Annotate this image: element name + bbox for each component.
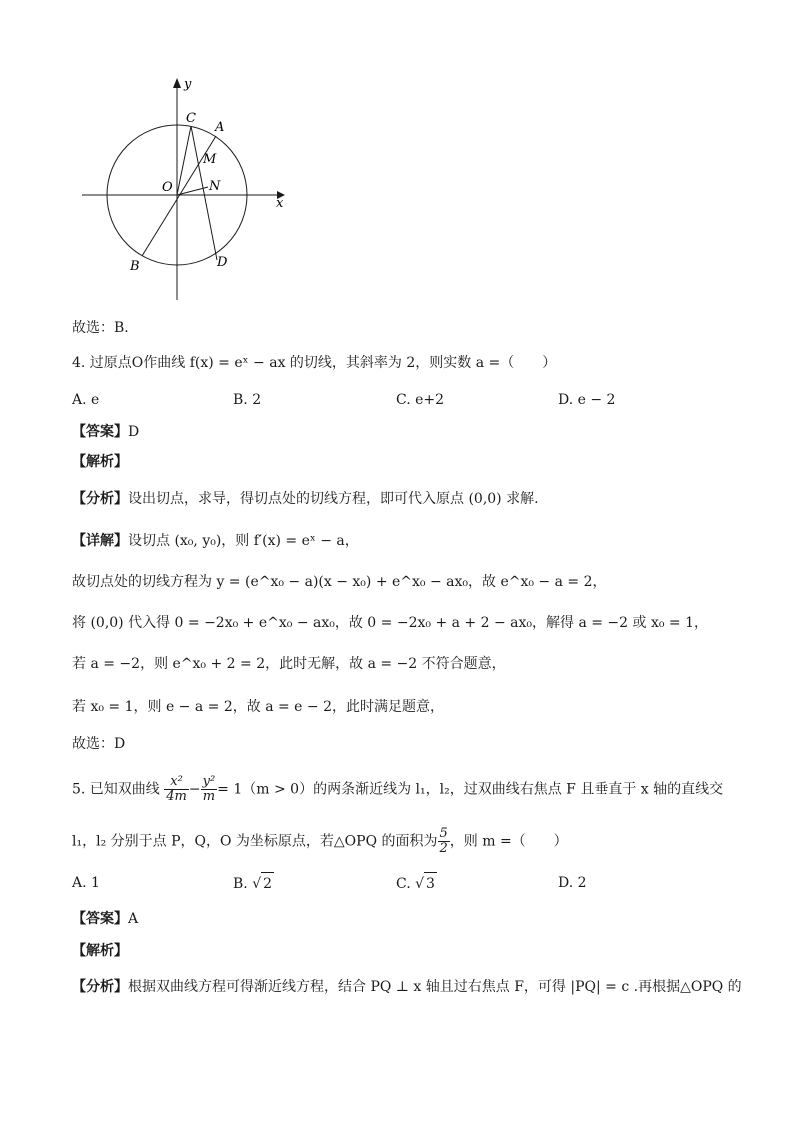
label-O: O bbox=[162, 180, 173, 195]
q4-option-b: B. 2 bbox=[233, 392, 262, 408]
label-M: M bbox=[203, 152, 217, 167]
q4-detail-line-4: 若 a = −2，则 e^x₀ + 2 = 2，此时无解，故 a = −2 不符合题意， bbox=[72, 656, 506, 672]
q4-detail-line-3: 将 (0,0) 代入得 0 = −2x₀ + e^x₀ − ax₀，故 0 = −2x₀ + a + 2 − ax₀，解得 a = −2 或 x₀ = 1， bbox=[72, 615, 709, 631]
q5-frac-y bbox=[201, 775, 218, 804]
segment-OC bbox=[177, 126, 191, 195]
q4-fenxi: 设出切点，求导，得切点处的切线方程，即可代入原点 (0,0) 求解. bbox=[128, 491, 539, 507]
q5-analysis-tag bbox=[72, 940, 128, 962]
q5-frac-x-den: 4m bbox=[166, 789, 187, 804]
q3-conclusion: 故选：B. bbox=[72, 320, 129, 336]
q5-analysis-label: 【解析】 bbox=[72, 943, 128, 959]
label-A: A bbox=[215, 120, 225, 135]
q4-stem: 4. 过原点O作曲线 f(x) = eˣ − ax 的切线，其斜率为 2，则实数 a =（ ） bbox=[72, 355, 557, 371]
q5-stem-2b: ，则 m =（ ） bbox=[449, 833, 568, 850]
q5-answer: A bbox=[128, 911, 139, 927]
q5-option-c-prefix: C. bbox=[396, 876, 411, 892]
q5-frac-area bbox=[438, 827, 450, 856]
q5-stem-line-2 bbox=[72, 827, 568, 856]
y-axis-arrow bbox=[173, 78, 181, 88]
q4-fenxi-tag: 【分析】 bbox=[72, 491, 128, 507]
q5-frac-x-num: x² bbox=[164, 775, 189, 790]
label-D: D bbox=[217, 255, 228, 270]
q4-detail-1: 设切点 (x₀, y₀)，则 f′(x) = eˣ − a， bbox=[128, 533, 359, 549]
q4-answer-tag: 【答案】 bbox=[72, 424, 128, 440]
q5-option-d: D. 2 bbox=[558, 875, 587, 891]
q4-detail-line-1 bbox=[72, 530, 359, 552]
q5-option-b-prefix: B. bbox=[233, 876, 248, 892]
q5-frac-area-num: 5 bbox=[439, 826, 448, 841]
q5-answer-line bbox=[72, 908, 138, 930]
q5-fenxi-tag: 【分析】 bbox=[72, 979, 128, 995]
q4-analysis-label: 【解析】 bbox=[72, 454, 128, 470]
q5-frac-y-den: m bbox=[202, 789, 216, 804]
circle-diagram bbox=[72, 70, 302, 310]
q5-fenxi-line bbox=[72, 976, 742, 998]
q5-option-c: C. √ 3 bbox=[396, 872, 437, 895]
label-C: C bbox=[186, 111, 196, 126]
q4-analysis-tag bbox=[72, 451, 128, 473]
label-B: B bbox=[130, 259, 140, 274]
q5-frac-x bbox=[164, 775, 189, 804]
q5-stem-1b: = 1（m > 0）的两条渐近线为 l₁，l₂，过双曲线右焦点 F 且垂直于 x 轴的直线交 bbox=[217, 781, 724, 798]
q5-minus: − bbox=[188, 781, 201, 798]
q4-fenxi-line bbox=[72, 488, 539, 510]
q5-frac-area-den: 2 bbox=[439, 841, 448, 856]
q5-option-c-rad: 3 bbox=[424, 872, 437, 895]
q5-stem-line-1 bbox=[72, 775, 723, 804]
q5-option-b: B. √ 2 bbox=[233, 872, 274, 895]
q5-option-b-rad: 2 bbox=[261, 872, 274, 895]
q4-conclusion: 故选：D bbox=[72, 736, 126, 752]
q5-frac-y-num: y² bbox=[202, 774, 216, 789]
label-x: x bbox=[276, 196, 284, 211]
label-N: N bbox=[209, 179, 221, 194]
q4-option-c: C. e+2 bbox=[396, 392, 445, 408]
q4-detail-line-2: 故切点处的切线方程为 y = (e^x₀ − a)(x − x₀) + e^x₀ − ax₀，故 e^x₀ − a = 2， bbox=[72, 574, 607, 590]
q5-answer-tag: 【答案】 bbox=[72, 911, 128, 927]
q4-answer-line bbox=[72, 421, 139, 443]
q4-option-a: A. e bbox=[72, 392, 100, 408]
q5-fenxi: 根据双曲线方程可得渐近线方程，结合 PQ ⊥ x 轴且过右焦点 F，可得 |PQ| = c .再根据△OPQ 的 bbox=[128, 979, 742, 995]
q5-stem-1a: 5. 已知双曲线 bbox=[72, 781, 160, 798]
q4-option-d: D. e − 2 bbox=[558, 392, 616, 408]
q5-stem-2a: l₁，l₂ 分别于点 P，Q，O 为坐标原点，若△OPQ 的面积为 bbox=[72, 833, 438, 850]
q4-detail-tag: 【详解】 bbox=[72, 533, 128, 549]
q4-detail-line-5: 若 x₀ = 1，则 e − a = 2，故 a = e − 2，此时满足题意， bbox=[72, 699, 444, 715]
q4-answer: D bbox=[128, 424, 140, 440]
q5-option-a: A. 1 bbox=[72, 875, 100, 891]
label-y: y bbox=[184, 77, 192, 92]
